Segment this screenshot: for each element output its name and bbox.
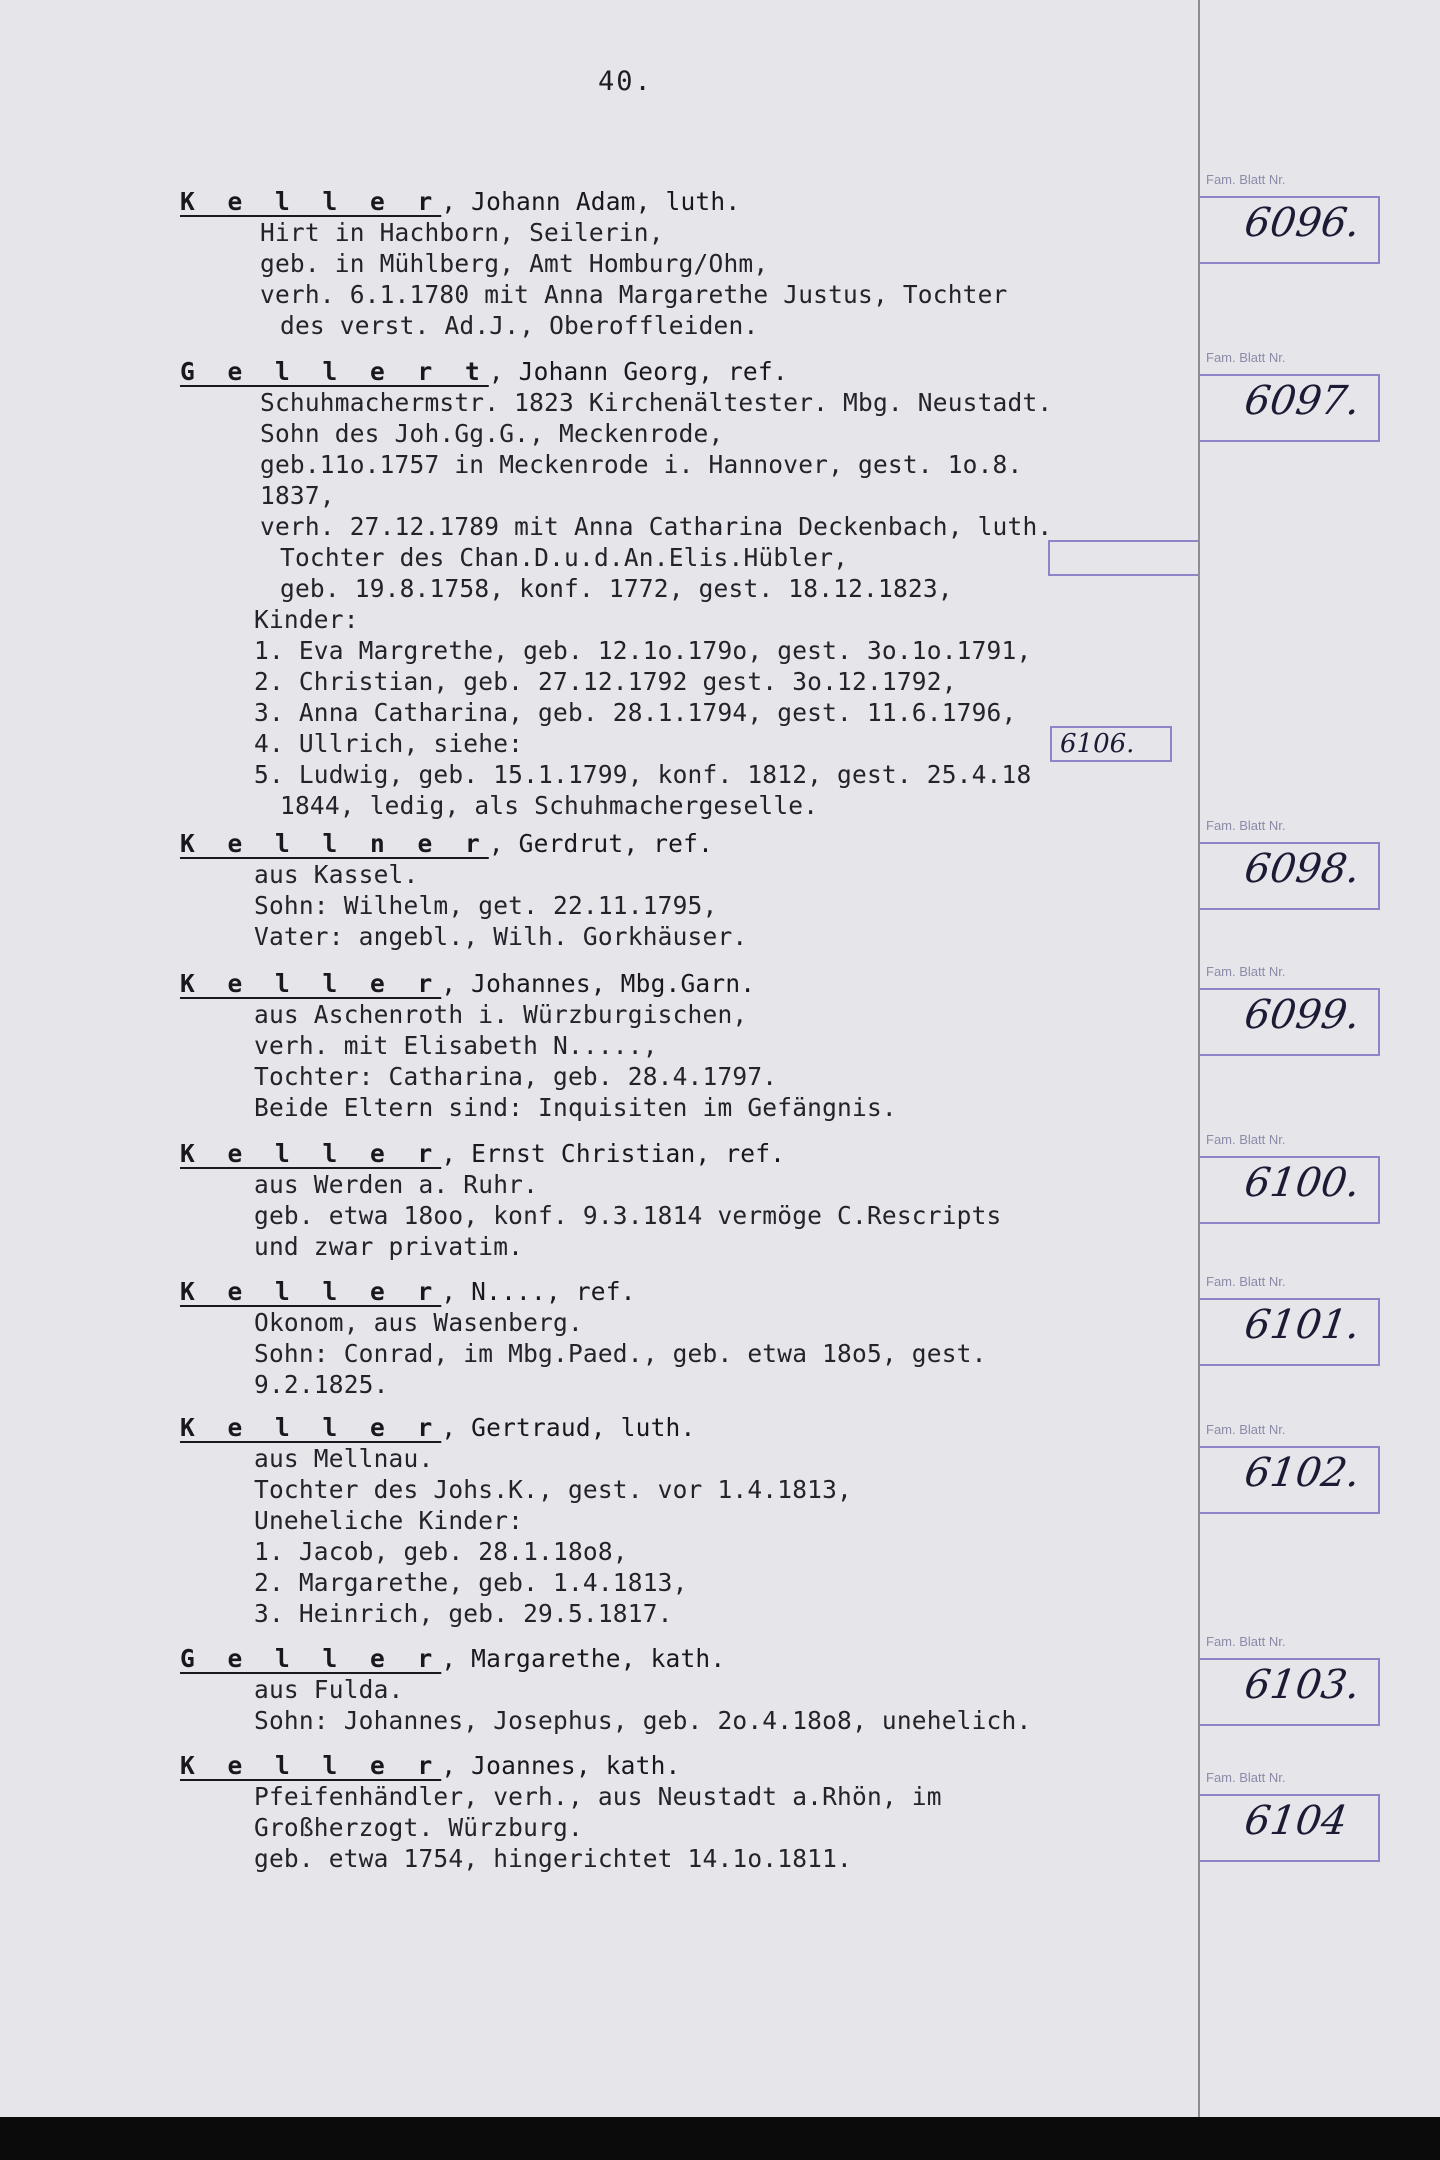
entry-line: K e l l e r, Ernst Christian, ref. — [180, 1139, 786, 1168]
entry-line: Okonom, aus Wasenberg. — [254, 1308, 583, 1337]
register-entry — [180, 828, 1210, 952]
entry-line: Großherzogt. Würzburg. — [254, 1813, 583, 1842]
register-entry — [180, 968, 1210, 1123]
entry-line: 1844, ledig, als Schuhmachergeselle. — [280, 791, 819, 820]
entry-line: aus Aschenroth i. Würzburgischen, — [254, 1000, 748, 1029]
fam-blatt-label: Fam. Blatt Nr. — [1206, 1770, 1286, 1785]
page-number: 40. — [598, 66, 653, 97]
fam-blatt-number: 6104 — [1241, 1798, 1351, 1844]
entry-line: 5. Ludwig, geb. 15.1.1799, konf. 1812, gest. 25.4.18 — [254, 760, 1032, 789]
entry-line: des verst. Ad.J., Oberoffleiden. — [280, 311, 759, 340]
fam-blatt-number: 6103. — [1241, 1662, 1363, 1708]
fam-blatt-label: Fam. Blatt Nr. — [1206, 818, 1286, 833]
entry-line: 4. Ullrich, siehe: — [254, 729, 524, 758]
register-entry — [180, 1138, 1210, 1262]
entry-line: G e l l e r, Margarethe, kath. — [180, 1644, 726, 1673]
entry-line: Beide Eltern sind: Inquisiten im Gefängnis. — [254, 1093, 897, 1122]
entry-line: K e l l e r, Gertraud, luth. — [180, 1413, 696, 1442]
entry-line: und zwar privatim. — [254, 1232, 524, 1261]
entry-line: Tochter: Catharina, geb. 28.4.1797. — [254, 1062, 778, 1091]
entry-line: verh. 27.12.1789 mit Anna Catharina Deckenbach, luth. — [260, 512, 1053, 541]
entry-line: K e l l e r, N...., ref. — [180, 1277, 636, 1306]
entry-line: aus Werden a. Ruhr. — [254, 1170, 539, 1199]
register-entry — [180, 1276, 1210, 1400]
fam-blatt-label: Fam. Blatt Nr. — [1206, 350, 1286, 365]
entry-line: Kinder: — [254, 605, 359, 634]
entry-line: K e l l n e r, Gerdrut, ref. — [180, 829, 714, 858]
register-entry — [180, 1750, 1210, 1874]
entry-line: geb. 19.8.1758, konf. 1772, gest. 18.12.1823, — [280, 574, 953, 603]
entry-line: Tochter des Chan.D.u.d.An.Elis.Hübler, — [280, 543, 849, 572]
fam-blatt-label: Fam. Blatt Nr. — [1206, 1132, 1286, 1147]
entry-line: K e l l e r, Johannes, Mbg.Garn. — [180, 969, 756, 998]
entry-line: G e l l e r t, Johann Georg, ref. — [180, 357, 788, 386]
handwritten-reference: 6106. — [1050, 726, 1172, 762]
entry-line: Sohn: Wilhelm, get. 22.11.1795, — [254, 891, 718, 920]
entry-line: 9.2.1825. — [254, 1370, 389, 1399]
register-entry — [180, 1643, 1210, 1736]
entry-line: Hirt in Hachborn, Seilerin, — [260, 218, 664, 247]
entry-line: verh. mit Elisabeth N....., — [254, 1031, 658, 1060]
entry-line: verh. 6.1.1780 mit Anna Margarethe Justus, Tochter — [260, 280, 1008, 309]
entry-line: aus Kassel. — [254, 860, 419, 889]
entry-line: geb.11o.1757 in Meckenrode i. Hannover, gest. 1o.8. — [260, 450, 1023, 479]
entry-line: Vater: angebl., Wilh. Gorkhäuser. — [254, 922, 748, 951]
entry-line: Schuhmachermstr. 1823 Kirchenältester. Mbg. Neustadt. — [260, 388, 1053, 417]
fam-blatt-number: 6097. — [1241, 378, 1363, 424]
entry-line: 1837, — [260, 481, 335, 510]
entry-line: 2. Margarethe, geb. 1.4.1813, — [254, 1568, 688, 1597]
register-entry — [180, 186, 1210, 341]
entry-line: 1. Eva Margrethe, geb. 12.1o.179o, gest. 3o.1o.1791, — [254, 636, 1032, 665]
entry-line: geb. etwa 18oo, konf. 9.3.1814 vermöge C.Rescripts — [254, 1201, 1002, 1230]
fam-blatt-number: 6102. — [1241, 1450, 1363, 1496]
entry-line: 3. Heinrich, geb. 29.5.1817. — [254, 1599, 673, 1628]
fam-blatt-number: 6099. — [1241, 992, 1363, 1038]
fam-blatt-label: Fam. Blatt Nr. — [1206, 1422, 1286, 1437]
fam-blatt-number: 6101. — [1241, 1302, 1363, 1348]
entry-line: aus Mellnau. — [254, 1444, 434, 1473]
entry-line: Tochter des Johs.K., gest. vor 1.4.1813, — [254, 1475, 853, 1504]
entry-line: aus Fulda. — [254, 1675, 404, 1704]
entry-line: K e l l e r, Johann Adam, luth. — [180, 187, 741, 216]
stamp-box — [1048, 540, 1198, 576]
fam-blatt-number: 6096. — [1241, 200, 1363, 246]
entry-line: geb. in Mühlberg, Amt Homburg/Ohm, — [260, 249, 769, 278]
entry-line: K e l l e r, Joannes, kath. — [180, 1751, 681, 1780]
entry-line: Sohn: Conrad, im Mbg.Paed., geb. etwa 18o5, gest. — [254, 1339, 987, 1368]
fam-blatt-label: Fam. Blatt Nr. — [1206, 1634, 1286, 1649]
fam-blatt-label: Fam. Blatt Nr. — [1206, 172, 1286, 187]
entry-line: 2. Christian, geb. 27.12.1792 gest. 3o.12.1792, — [254, 667, 957, 696]
entry-line: 1. Jacob, geb. 28.1.18o8, — [254, 1537, 628, 1566]
entry-line: 3. Anna Catharina, geb. 28.1.1794, gest. 11.6.1796, — [254, 698, 1017, 727]
entry-line: Uneheliche Kinder: — [254, 1506, 524, 1535]
fam-blatt-label: Fam. Blatt Nr. — [1206, 1274, 1286, 1289]
entry-line: Sohn: Johannes, Josephus, geb. 2o.4.18o8, unehelich. — [254, 1706, 1032, 1735]
fam-blatt-number: 6100. — [1241, 1160, 1363, 1206]
entry-line: Sohn des Joh.Gg.G., Meckenrode, — [260, 419, 724, 448]
register-entry — [180, 1412, 1210, 1629]
entry-line: geb. etwa 1754, hingerichtet 14.1o.1811. — [254, 1844, 853, 1873]
fam-blatt-label: Fam. Blatt Nr. — [1206, 964, 1286, 979]
fam-blatt-number: 6098. — [1241, 846, 1363, 892]
entry-line: Pfeifenhändler, verh., aus Neustadt a.Rhön, im — [254, 1782, 942, 1811]
